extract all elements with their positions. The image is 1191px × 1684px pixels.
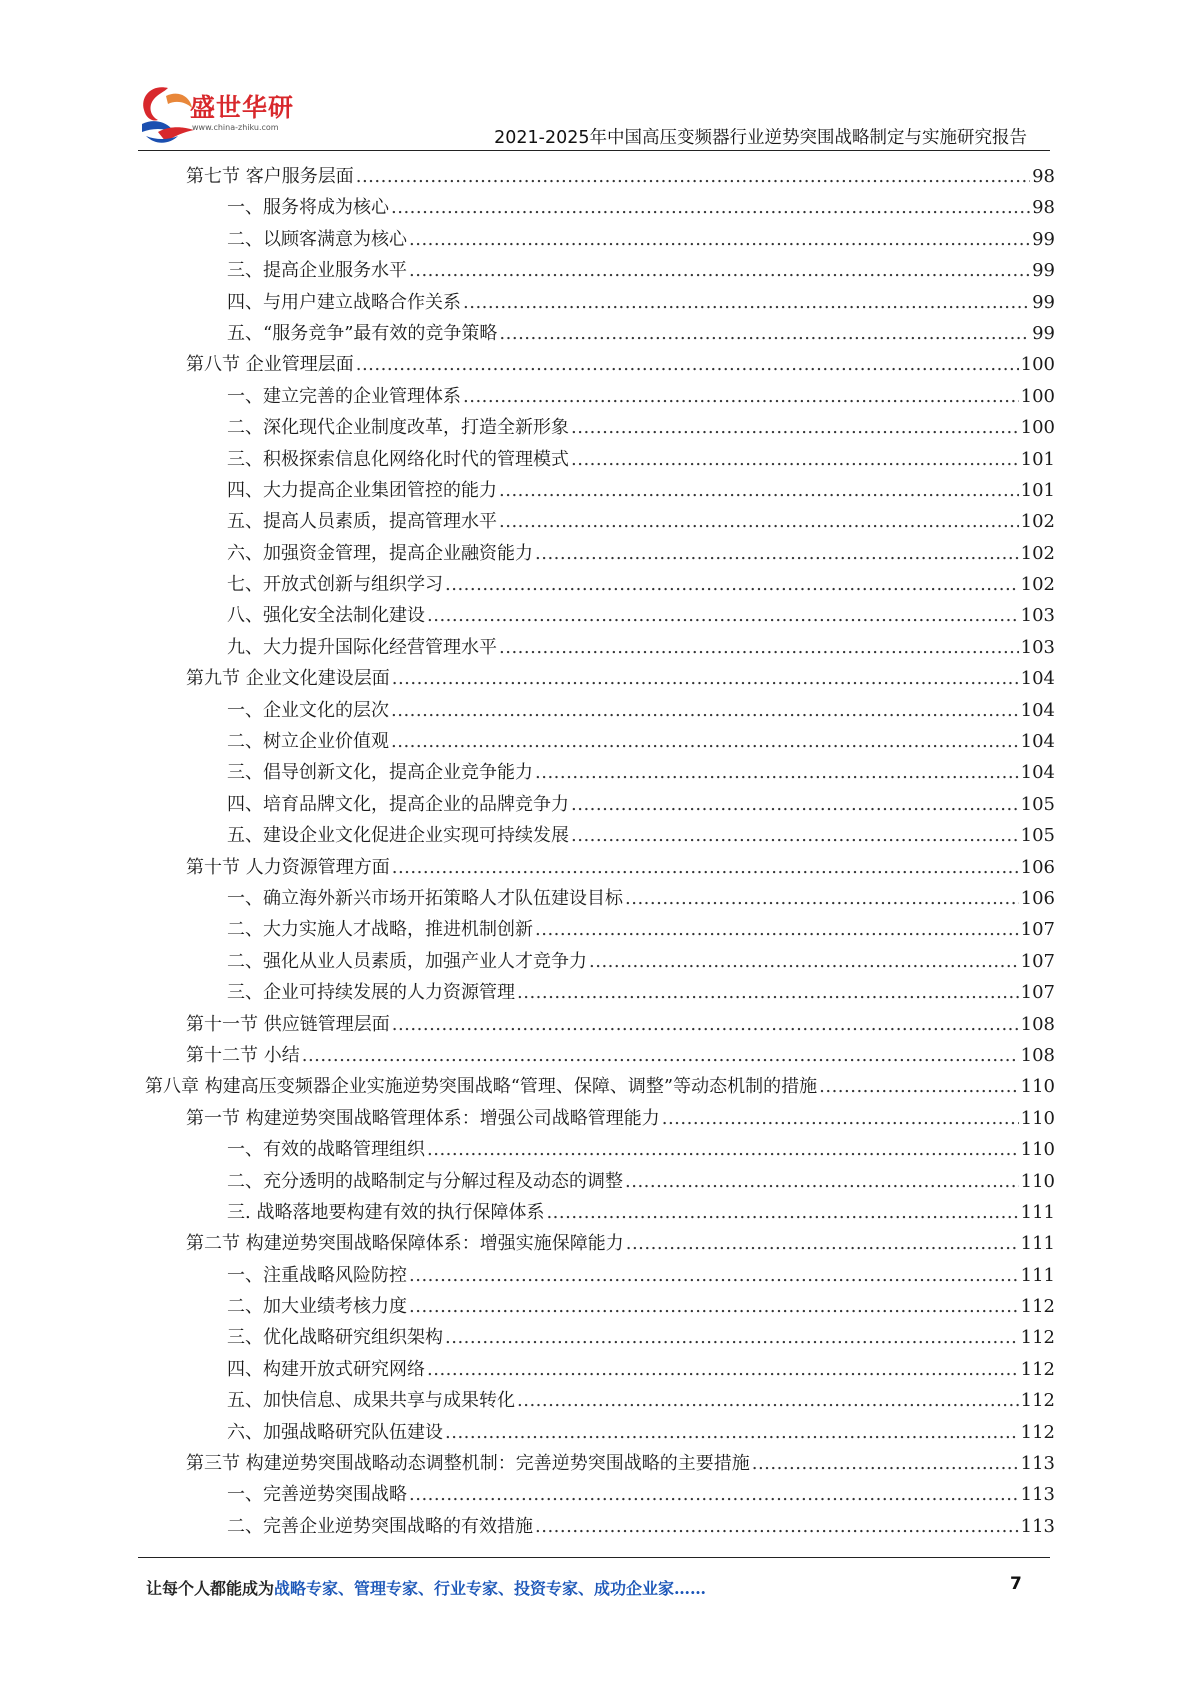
toc-entry-page: 113	[1019, 1448, 1055, 1479]
toc-entry-title: 二、强化从业人员素质，加强产业人才竞争力	[227, 946, 589, 977]
toc-entry-line	[227, 444, 1055, 475]
toc-entry-line	[186, 852, 1055, 883]
toc-entry-page: 104	[1019, 663, 1055, 694]
toc-entry-title: 一、完善逆势突围战略	[227, 1479, 409, 1510]
toc-entry-page: 110	[1019, 1134, 1055, 1165]
toc-dot-leader	[535, 914, 1019, 945]
toc-entry-item[interactable]	[0, 946, 1191, 977]
toc-dot-leader	[392, 663, 1019, 694]
toc-entry-line	[227, 1417, 1055, 1448]
toc-dot-leader	[535, 757, 1019, 788]
toc-dot-leader	[409, 1260, 1019, 1291]
toc-entry-section[interactable]	[0, 852, 1191, 883]
toc-entry-title: 一、企业文化的层次	[227, 695, 391, 726]
toc-entry-item[interactable]	[0, 1166, 1191, 1197]
toc-entry-page: 99	[1030, 318, 1055, 349]
toc-entry-line	[227, 1322, 1055, 1353]
toc-entry-page: 112	[1019, 1385, 1055, 1416]
toc-entry-title: 三、企业可持续发展的人力资源管理	[227, 977, 517, 1008]
toc-entry-line	[227, 224, 1055, 255]
toc-entry-title: 三、优化战略研究组织架构	[227, 1322, 445, 1353]
toc-entry-line	[227, 695, 1055, 726]
toc-dot-leader	[427, 1354, 1019, 1385]
toc-entry-title: 三、提高企业服务水平	[227, 255, 409, 286]
toc-entry-title: 五、“服务竞争”最有效的竞争策略	[227, 318, 499, 349]
page-number: 7	[1010, 1574, 1022, 1594]
toc-entry-item[interactable]	[0, 1260, 1191, 1291]
toc-entry-title: 三、积极探索信息化网络化时代的管理模式	[227, 444, 571, 475]
toc-entry-chapter[interactable]	[0, 1071, 1191, 1102]
toc-entry-line	[227, 757, 1055, 788]
toc-entry-item[interactable]	[0, 1479, 1191, 1510]
toc-entry-page: 104	[1019, 726, 1055, 757]
toc-dot-leader	[589, 946, 1019, 977]
toc-entry-item[interactable]	[0, 569, 1191, 600]
toc-dot-leader	[463, 287, 1030, 318]
toc-entry-page: 102	[1019, 538, 1055, 569]
toc-entry-page: 100	[1019, 381, 1055, 412]
toc-entry-page: 107	[1019, 914, 1055, 945]
toc-entry-item[interactable]	[0, 381, 1191, 412]
toc-entry-line	[227, 506, 1055, 537]
toc-entry-page: 113	[1019, 1511, 1055, 1542]
toc-entry-item[interactable]	[0, 914, 1191, 945]
toc-dot-leader	[517, 1385, 1019, 1416]
toc-entry-page: 101	[1019, 475, 1055, 506]
toc-dot-leader	[499, 506, 1019, 537]
toc-entry-item[interactable]	[0, 318, 1191, 349]
toc-entry-line	[227, 820, 1055, 851]
toc-dot-leader	[409, 1479, 1019, 1510]
toc-dot-leader	[445, 569, 1019, 600]
toc-entry-line	[186, 1040, 1055, 1071]
toc-dot-leader	[546, 1197, 1018, 1228]
toc-entry-page: 99	[1030, 287, 1055, 318]
toc-entry-line	[186, 349, 1055, 380]
toc-entry-line	[227, 1354, 1055, 1385]
toc-entry-item[interactable]	[0, 820, 1191, 851]
toc-dot-leader	[392, 852, 1019, 883]
toc-entry-title: 一、有效的战略管理组织	[227, 1134, 427, 1165]
toc-entry-title: 第十二节 小结	[186, 1040, 302, 1071]
toc-entry-title: 五、加快信息、成果共享与成果转化	[227, 1385, 517, 1416]
toc-entry-page: 106	[1019, 883, 1055, 914]
toc-entry-line	[227, 255, 1055, 286]
toc-entry-page: 110	[1019, 1071, 1055, 1102]
toc-entry-page: 111	[1019, 1228, 1055, 1259]
footer-divider	[138, 1557, 1050, 1558]
toc-entry-section[interactable]	[0, 1228, 1191, 1259]
toc-dot-leader	[499, 475, 1019, 506]
toc-dot-leader	[391, 695, 1019, 726]
toc-entry-page: 98	[1030, 161, 1055, 192]
toc-entry-item[interactable]	[0, 444, 1191, 475]
toc-entry-line	[186, 161, 1055, 192]
toc-entry-item[interactable]	[0, 1197, 1191, 1228]
toc-entry-section[interactable]	[0, 349, 1191, 380]
toc-dot-leader	[571, 820, 1019, 851]
footer-slogan-highlight: 战略专家、管理专家、行业专家、投资专家、成功企业家……	[274, 1579, 707, 1598]
toc-entry-section[interactable]	[0, 663, 1191, 694]
toc-entry-line	[227, 412, 1055, 443]
toc-entry-page: 113	[1019, 1479, 1055, 1510]
toc-entry-title: 九、大力提升国际化经营管理水平	[227, 632, 499, 663]
toc-dot-leader	[427, 1134, 1019, 1165]
toc-entry-section[interactable]	[0, 161, 1191, 192]
logo-mark-icon	[138, 82, 198, 148]
toc-entry-title: 一、建立完善的企业管理体系	[227, 381, 463, 412]
toc-entry-title: 第九节 企业文化建设层面	[186, 663, 392, 694]
toc-dot-leader	[626, 1228, 1019, 1259]
toc-entry-section[interactable]	[0, 1448, 1191, 1479]
toc-entry-line	[227, 726, 1055, 757]
toc-entry-line	[227, 1479, 1055, 1510]
toc-dot-leader	[391, 726, 1019, 757]
toc-dot-leader	[356, 161, 1030, 192]
toc-entry-item[interactable]	[0, 883, 1191, 914]
toc-entry-item[interactable]	[0, 287, 1191, 318]
toc-entry-title: 第三节 构建逆势突围战略动态调整机制：完善逆势突围战略的主要措施	[186, 1448, 752, 1479]
toc-entry-title: 第七节 客户服务层面	[186, 161, 356, 192]
toc-entry-line	[227, 914, 1055, 945]
toc-entry-item[interactable]	[0, 977, 1191, 1008]
toc-entry-item[interactable]	[0, 475, 1191, 506]
toc-entry-line	[186, 1448, 1055, 1479]
toc-entry-line	[227, 475, 1055, 506]
toc-dot-leader	[445, 1417, 1019, 1448]
toc-entry-line	[227, 632, 1055, 663]
toc-dot-leader	[571, 412, 1019, 443]
toc-entry-page: 105	[1019, 789, 1055, 820]
toc-entry-line	[145, 1071, 1055, 1102]
toc-dot-leader	[445, 1322, 1019, 1353]
toc-dot-leader	[535, 538, 1019, 569]
toc-entry-line	[227, 883, 1055, 914]
toc-entry-title: 第十节 人力资源管理方面	[186, 852, 392, 883]
toc-dot-leader	[409, 224, 1030, 255]
toc-entry-title: 四、培育品牌文化，提高企业的品牌竞争力	[227, 789, 571, 820]
toc-entry-page: 112	[1019, 1354, 1055, 1385]
toc-entry-page: 108	[1019, 1009, 1055, 1040]
toc-entry-section[interactable]	[0, 1040, 1191, 1071]
toc-entry-title: 二、大力实施人才战略，推进机制创新	[227, 914, 535, 945]
toc-entry-page: 111	[1019, 1197, 1055, 1228]
toc-entry-title: 八、强化安全法制化建设	[227, 600, 427, 631]
toc-entry-title: 二、加大业绩考核力度	[227, 1291, 409, 1322]
toc-dot-leader	[409, 255, 1030, 286]
toc-entry-line	[227, 1166, 1055, 1197]
report-title: 2021-2025年中国高压变频器行业逆势突围战略制定与实施研究报告	[494, 128, 1027, 148]
toc-entry-title: 五、提高人员素质，提高管理水平	[227, 506, 499, 537]
toc-entry-page: 110	[1019, 1166, 1055, 1197]
toc-entry-item[interactable]	[0, 1385, 1191, 1416]
toc-entry-item[interactable]	[0, 224, 1191, 255]
toc-entry-title: 三. 战略落地要构建有效的执行保障体系	[227, 1197, 546, 1228]
toc-dot-leader	[499, 632, 1019, 663]
toc-entry-page: 101	[1019, 444, 1055, 475]
toc-entry-page: 100	[1019, 412, 1055, 443]
logo-text: 盛世华研	[190, 93, 295, 122]
toc-entry-section[interactable]	[0, 1009, 1191, 1040]
toc-entry-page: 112	[1019, 1291, 1055, 1322]
toc-entry-page: 108	[1019, 1040, 1055, 1071]
toc-entry-page: 102	[1019, 569, 1055, 600]
toc-entry-title: 四、与用户建立战略合作关系	[227, 287, 463, 318]
toc-dot-leader	[356, 349, 1019, 380]
toc-entry-item[interactable]	[0, 789, 1191, 820]
toc-entry-line	[227, 1511, 1055, 1542]
toc-dot-leader	[427, 600, 1019, 631]
toc-entry-line	[227, 1134, 1055, 1165]
toc-entry-line	[227, 287, 1055, 318]
toc-entry-title: 四、大力提高企业集团管控的能力	[227, 475, 499, 506]
toc-entry-title: 六、加强战略研究队伍建设	[227, 1417, 445, 1448]
toc-entry-item[interactable]	[0, 695, 1191, 726]
toc-entry-line	[186, 663, 1055, 694]
toc-entry-line	[227, 538, 1055, 569]
toc-entry-title: 二、完善企业逆势突围战略的有效措施	[227, 1511, 535, 1542]
toc-dot-leader	[625, 883, 1019, 914]
toc-entry-page: 104	[1019, 695, 1055, 726]
toc-entry-item[interactable]	[0, 255, 1191, 286]
toc-entry-page: 110	[1019, 1103, 1055, 1134]
toc-entry-title: 四、构建开放式研究网络	[227, 1354, 427, 1385]
toc-entry-title: 一、注重战略风险防控	[227, 1260, 409, 1291]
toc-entry-item[interactable]	[0, 632, 1191, 663]
toc-entry-item[interactable]	[0, 1134, 1191, 1165]
toc-entry-line	[227, 569, 1055, 600]
toc-entry-title: 二、树立企业价值观	[227, 726, 391, 757]
toc-entry-page: 111	[1019, 1260, 1055, 1291]
toc-dot-leader	[391, 192, 1030, 223]
toc-entry-item[interactable]	[0, 192, 1191, 223]
header-divider	[138, 150, 1050, 151]
toc-dot-leader	[625, 1166, 1019, 1197]
toc-entry-line	[227, 1385, 1055, 1416]
toc-entry-item[interactable]	[0, 757, 1191, 788]
toc-entry-page: 98	[1030, 192, 1055, 223]
toc-entry-line	[227, 977, 1055, 1008]
toc-entry-line	[227, 381, 1055, 412]
toc-entry-page: 99	[1030, 224, 1055, 255]
toc-dot-leader	[535, 1511, 1019, 1542]
toc-entry-page: 107	[1019, 977, 1055, 1008]
toc-entry-item[interactable]	[0, 726, 1191, 757]
toc-entry-line	[186, 1228, 1055, 1259]
toc-dot-leader	[499, 318, 1030, 349]
toc-entry-item[interactable]	[0, 412, 1191, 443]
toc-entry-section[interactable]	[0, 1103, 1191, 1134]
logo-url: www.china-zhiku.com	[192, 123, 279, 132]
toc-dot-leader	[571, 789, 1019, 820]
toc-entry-title: 七、开放式创新与组织学习	[227, 569, 445, 600]
toc-entry-item[interactable]	[0, 1511, 1191, 1542]
toc-entry-line	[186, 1009, 1055, 1040]
toc-entry-title: 六、加强资金管理，提高企业融资能力	[227, 538, 535, 569]
toc-entry-line	[227, 318, 1055, 349]
toc-entry-title: 一、确立海外新兴市场开拓策略人才队伍建设目标	[227, 883, 625, 914]
toc-entry-page: 102	[1019, 506, 1055, 537]
toc-entry-item[interactable]	[0, 1291, 1191, 1322]
toc-entry-page: 112	[1019, 1417, 1055, 1448]
toc-entry-title: 一、服务将成为核心	[227, 192, 391, 223]
company-logo	[138, 82, 308, 148]
toc-entry-title: 三、倡导创新文化，提高企业竞争能力	[227, 757, 535, 788]
toc-entry-item[interactable]	[0, 506, 1191, 537]
toc-dot-leader	[571, 444, 1019, 475]
toc-entry-page: 100	[1019, 349, 1055, 380]
toc-entry-item[interactable]	[0, 1354, 1191, 1385]
toc-dot-leader	[392, 1009, 1019, 1040]
toc-entry-line	[227, 1291, 1055, 1322]
toc-entry-line	[227, 192, 1055, 223]
toc-entry-page: 103	[1019, 600, 1055, 631]
toc-entry-line	[227, 789, 1055, 820]
toc-entry-item[interactable]	[0, 1417, 1191, 1448]
toc-dot-leader	[409, 1291, 1019, 1322]
footer-slogan	[146, 1576, 706, 1599]
toc-entry-title: 二、以顾客满意为核心	[227, 224, 409, 255]
page-header	[0, 0, 1191, 150]
table-of-contents	[0, 161, 1191, 1542]
toc-entry-line	[227, 600, 1055, 631]
toc-entry-item[interactable]	[0, 538, 1191, 569]
toc-entry-line	[186, 1103, 1055, 1134]
toc-entry-title: 第八节 企业管理层面	[186, 349, 356, 380]
toc-entry-item[interactable]	[0, 600, 1191, 631]
toc-entry-title: 第十一节 供应链管理层面	[186, 1009, 392, 1040]
toc-dot-leader	[517, 977, 1019, 1008]
toc-entry-title: 二、深化现代企业制度改革，打造全新形象	[227, 412, 571, 443]
toc-entry-line	[227, 946, 1055, 977]
toc-dot-leader	[819, 1071, 1019, 1102]
toc-entry-page: 104	[1019, 757, 1055, 788]
toc-entry-page: 103	[1019, 632, 1055, 663]
toc-dot-leader	[662, 1103, 1019, 1134]
toc-entry-title: 第一节 构建逆势突围战略管理体系：增强公司战略管理能力	[186, 1103, 662, 1134]
toc-entry-line	[227, 1197, 1055, 1228]
toc-dot-leader	[463, 381, 1019, 412]
footer-slogan-prefix: 让每个人都能成为	[146, 1579, 275, 1598]
toc-entry-title: 第八章 构建高压变频器企业实施逆势突围战略“管理、保障、调整”等动态机制的措施	[145, 1071, 819, 1102]
toc-entry-page: 107	[1019, 946, 1055, 977]
toc-entry-title: 第二节 构建逆势突围战略保障体系：增强实施保障能力	[186, 1228, 626, 1259]
toc-entry-page: 106	[1019, 852, 1055, 883]
toc-dot-leader	[752, 1448, 1019, 1479]
toc-entry-title: 五、建设企业文化促进企业实现可持续发展	[227, 820, 571, 851]
toc-entry-page: 99	[1030, 255, 1055, 286]
toc-entry-page: 112	[1019, 1322, 1055, 1353]
toc-dot-leader	[302, 1040, 1019, 1071]
toc-entry-line	[227, 1260, 1055, 1291]
toc-entry-page: 105	[1019, 820, 1055, 851]
toc-entry-title: 二、充分透明的战略制定与分解过程及动态的调整	[227, 1166, 625, 1197]
toc-entry-item[interactable]	[0, 1322, 1191, 1353]
